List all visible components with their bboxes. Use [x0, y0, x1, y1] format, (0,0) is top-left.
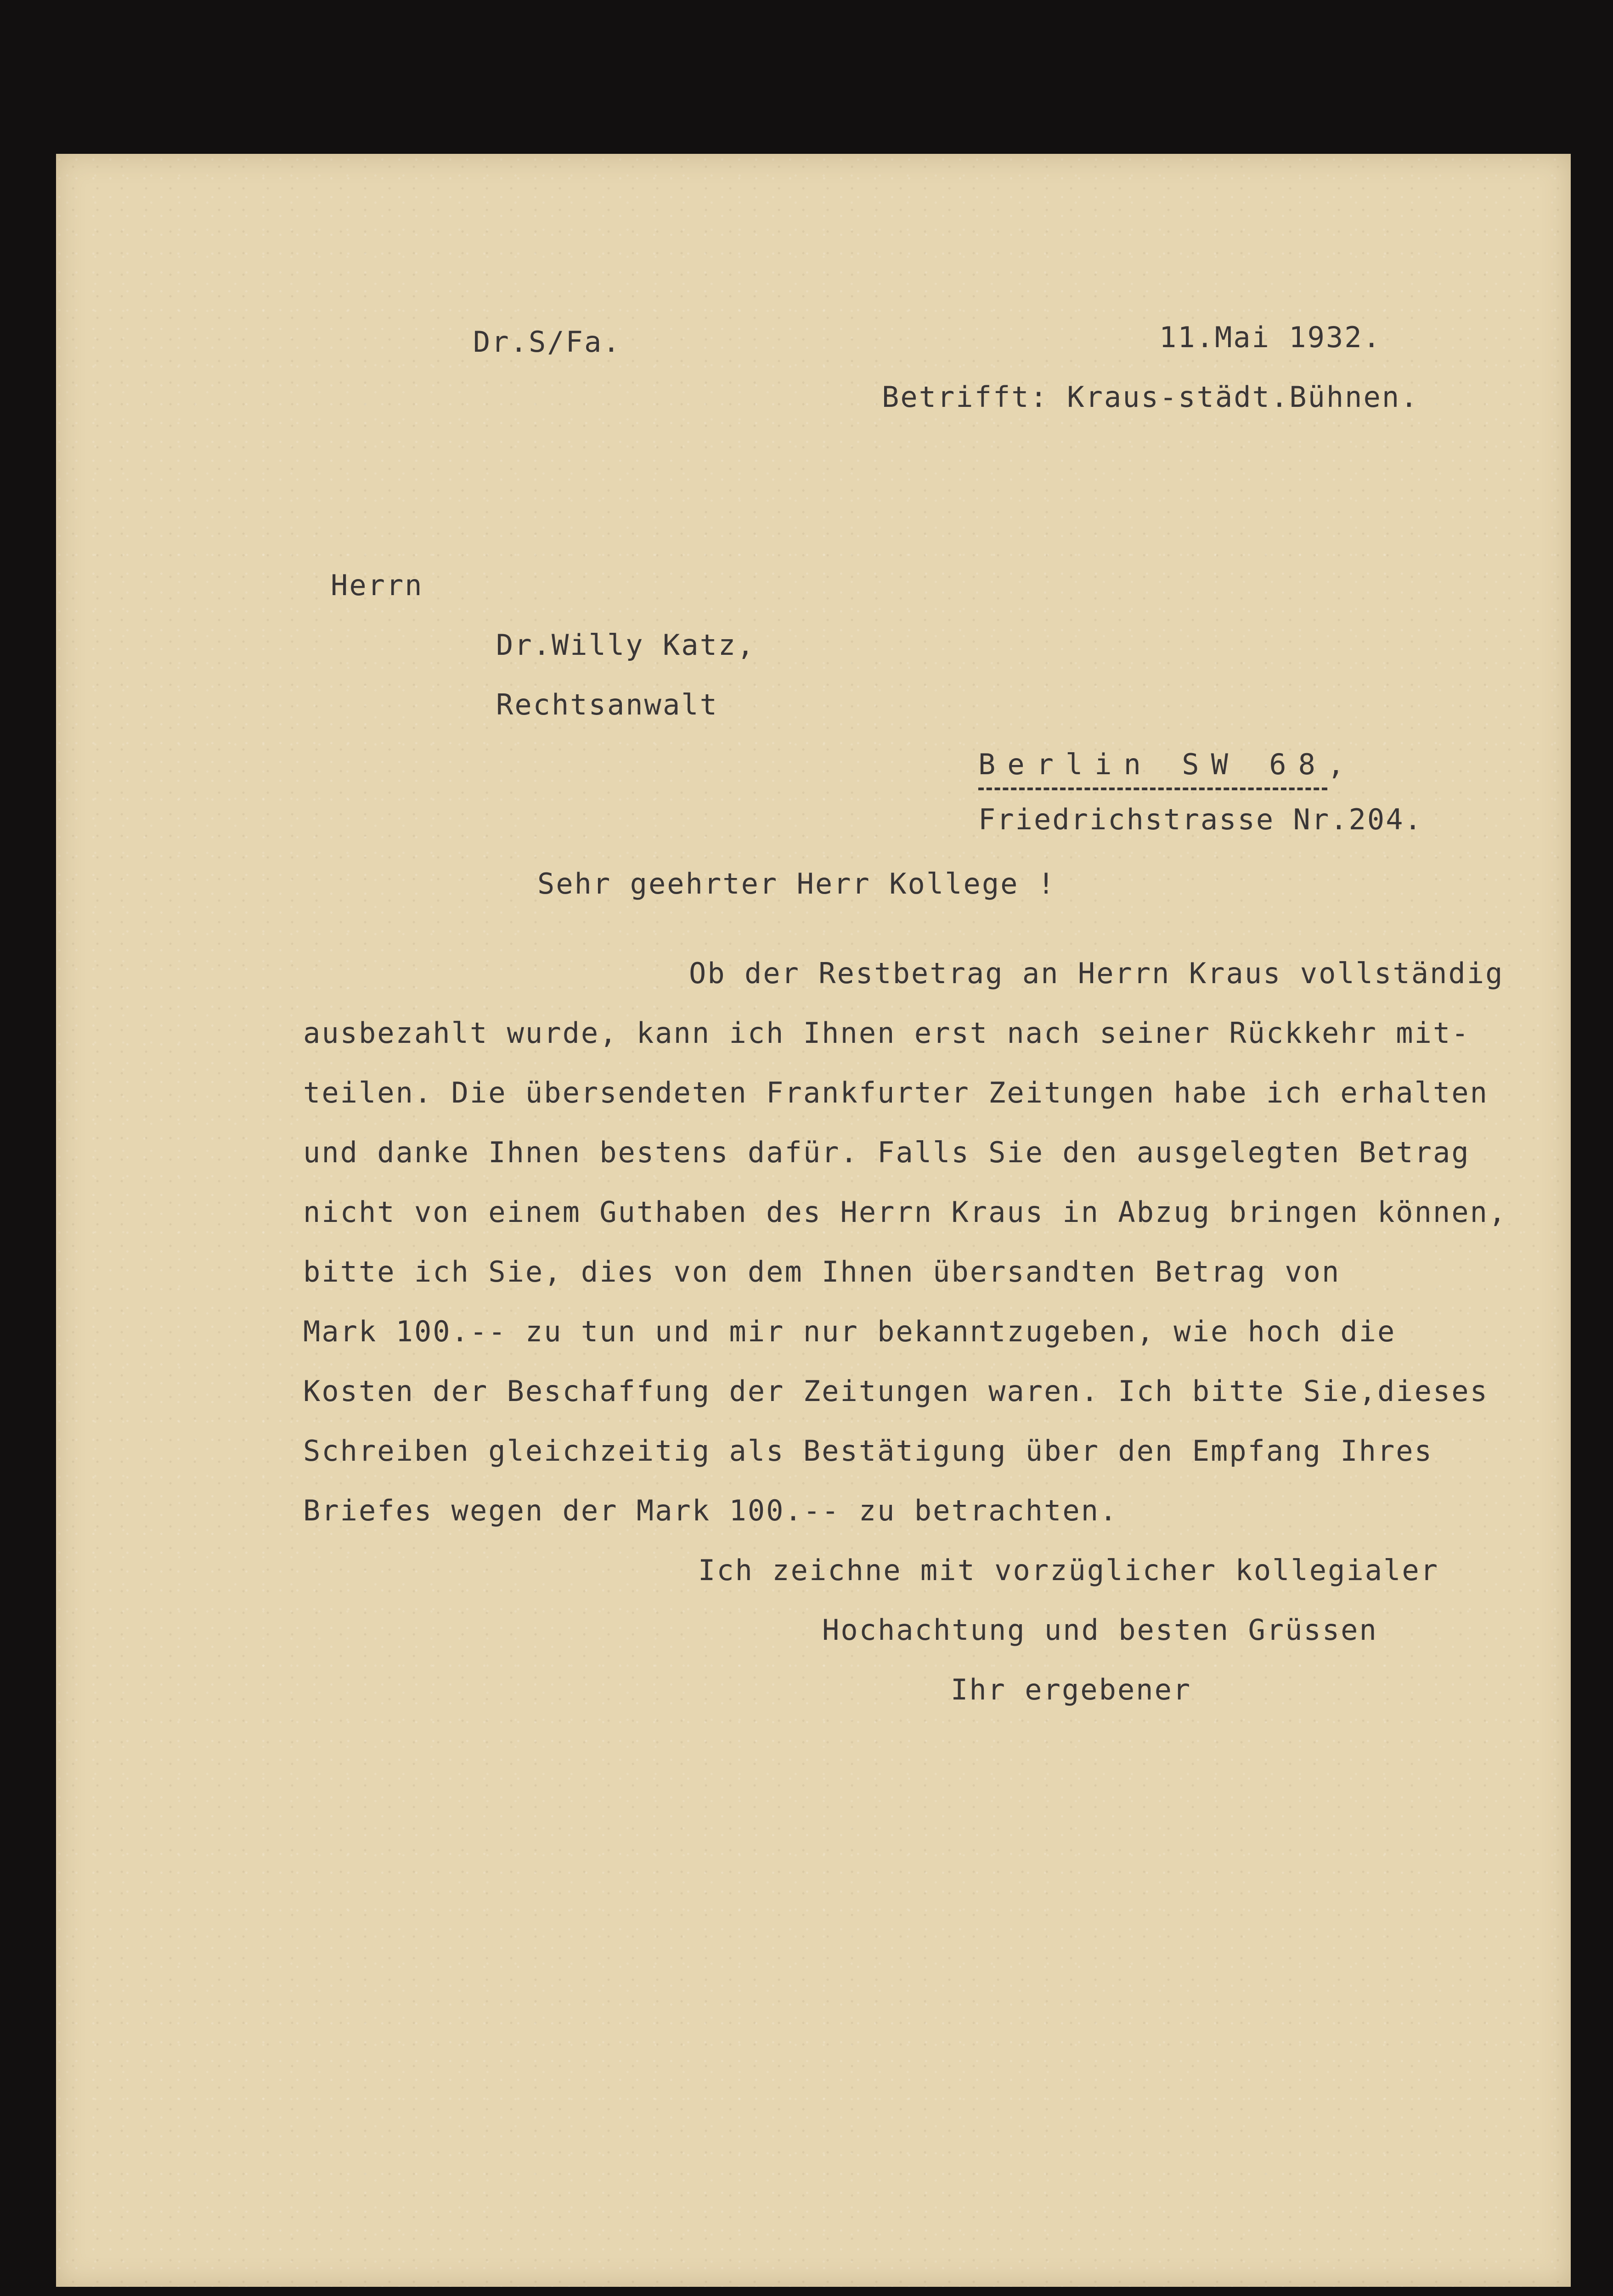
recipient-name: Dr.Willy Katz, [496, 628, 756, 662]
closing-line: Ich zeichne mit vorzüglicher kollegialer [698, 1553, 1439, 1587]
recipient-city: Berlin SW 68, [978, 748, 1357, 781]
body-line: nicht von einem Guthaben des Herrn Kraus in Abzug bringen können, [303, 1195, 1507, 1229]
body-line: Kosten der Beschaffung der Zeitungen waren. Ich bitte Sie,dieses [303, 1374, 1489, 1408]
greeting: Sehr geehrter Herr Kollege ! [537, 867, 1056, 900]
body-line: Schreiben gleichzeitig als Bestätigung über den Empfang Ihres [303, 1434, 1433, 1468]
recipient-salutation: Herrn [331, 568, 423, 602]
body-line: ausbezahlt wurde, kann ich Ihnen erst nach seiner Rückkehr mit- [303, 1016, 1470, 1050]
letter-date: 11.Mai 1932. [1159, 321, 1382, 354]
subject-line: Betrifft: Kraus-städt.Bühnen. [882, 380, 1419, 414]
closing-line: Hochachtung und besten Grüssen [822, 1613, 1378, 1647]
body-line: Mark 100.-- zu tun und mir nur bekanntzugeben, wie hoch die [303, 1315, 1396, 1348]
city-underline [978, 788, 1327, 790]
body-line: teilen. Die übersendeten Frankfurter Zeitungen habe ich erhalten [303, 1076, 1489, 1109]
letter-page [56, 154, 1571, 2287]
recipient-title: Rechtsanwalt [496, 688, 718, 721]
closing-line: Ihr ergebener [951, 1673, 1192, 1706]
body-line: Briefes wegen der Mark 100.-- zu betrachten. [303, 1494, 1118, 1527]
recipient-street: Friedrichstrasse Nr.204. [978, 803, 1423, 836]
body-line: und danke Ihnen bestens dafür. Falls Sie den ausgelegten Betrag [303, 1136, 1470, 1169]
reference-code: Dr.S/Fa. [473, 325, 621, 359]
body-line: bitte ich Sie, dies von dem Ihnen übersandten Betrag von [303, 1255, 1341, 1289]
body-line: Ob der Restbetrag an Herrn Kraus vollständig [689, 957, 1504, 990]
